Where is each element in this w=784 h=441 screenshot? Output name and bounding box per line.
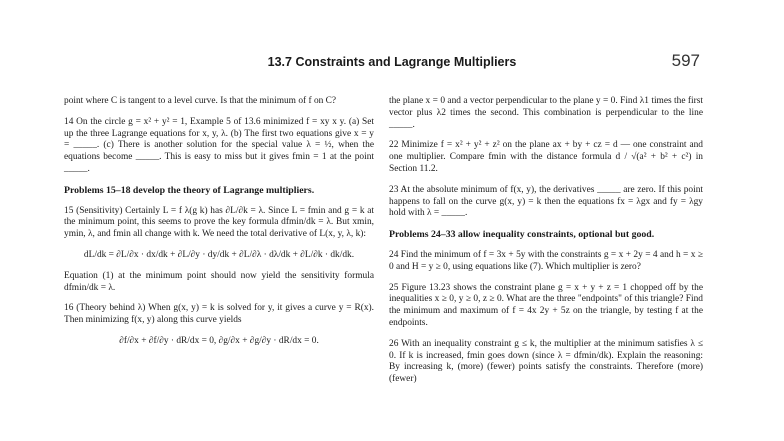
right-column (389, 96, 703, 395)
problem-15: 15 (Sensitivity) Certainly L = f λ(g k) has ∂L/∂k = λ. Since L = fmin and g = k at the minimum point, this seems to prove the key formula dfmin/dk = λ. But xmin, ymin, λ, and fmin all change with k. We need the total derivative of L(x, y, λ, k): (64, 205, 374, 240)
left-column (64, 96, 374, 357)
problem-23: 23 At the absolute minimum of f(x, y), the derivatives _____ are zero. If this point happens to fall on the curve g(x, y) = k then the equations fx = λgx and fy = λgy hold with λ = _____. (389, 184, 703, 219)
problem-14: 14 On the circle g = x² + y² = 1, Example 5 of 13.6 minimized f = xy x y. (a) Set up the three Lagrange equations for x, y, λ. (b) The first two equations give x = y = _____. (c) There is another solution for the special value λ = ½, when the equations become _____. This is easy to miss but it gives fmin = 1 at the point _____. (64, 116, 374, 174)
section-title: 13.7 Constraints and Lagrange Multipliers (267, 55, 517, 69)
equation-curve: ∂f/∂x + ∂f/∂y · dR/dx = 0, ∂g/∂x + ∂g/∂y · dR/dx = 0. (119, 335, 319, 346)
problem-24: 24 Find the minimum of f = 3x + 5y with the constraints g = x + 2y = 4 and h = x ≥ 0 and H = y ≥ 0, using equations like (7). Which multiplier is zero? (389, 249, 703, 272)
paragraph-continued: point where C is tangent to a level curve. Is that the minimum of f on C? (64, 96, 337, 106)
problem-26: 26 With an inequality constraint g ≤ k, the multiplier at the minimum satisfies λ ≤ 0. If k is increased, fmin goes down (since λ = dfmin/dk). Explain the reasoning: By increasing k, (more) (fewer) points satisfy the constraints. Therefore (more) (fewer) (389, 338, 703, 385)
problem-22: 22 Minimize f = x² + y² + z² on the plane ax + by + cz = d — one constraint and one multiplier. Compare fmin with the distance formula d / √(a² + b² + c²) in Section 11.2. (389, 140, 703, 174)
problem-15-continued: Equation (1) at the minimum point should now yield the sensitivity formula dfmin/dk = λ. (64, 270, 374, 293)
problem-16: 16 (Theory behind λ) When g(x, y) = k is solved for y, it gives a curve y = R(x). Then minimizing f(x, y) along this curve yields (64, 303, 374, 326)
problems-heading: Problems 15–18 develop the theory of Lagrange multipliers. (64, 184, 315, 196)
problem-25: 25 Figure 13.23 shows the constraint plane g = x + y + z = 1 chopped off by the inequalities x ≥ 0, y ≥ 0, z ≥ 0. What are the three "endpoints" of this triangle? Find the minimum and maximum of f = 4x 2y + 5z on the triangle, by testing f at the endpoints. (389, 282, 703, 328)
problems-heading: Problems 24–33 allow inequality constraints, optional but good. (389, 229, 655, 241)
paragraph-continued: the plane x = 0 and a vector perpendicular to the plane y = 0. Find λ1 times the first vector plus λ2 times the second. This combination is perpendicular to the line _____. (389, 96, 703, 130)
page-number: 597 (671, 51, 700, 70)
equation-total-derivative: dL/dk = ∂L/∂x · dx/dk + ∂L/∂y · dy/dk + ∂L/∂λ · dλ/dk + ∂L/∂k · dk/dk. (83, 249, 355, 260)
page-header (0, 52, 784, 74)
